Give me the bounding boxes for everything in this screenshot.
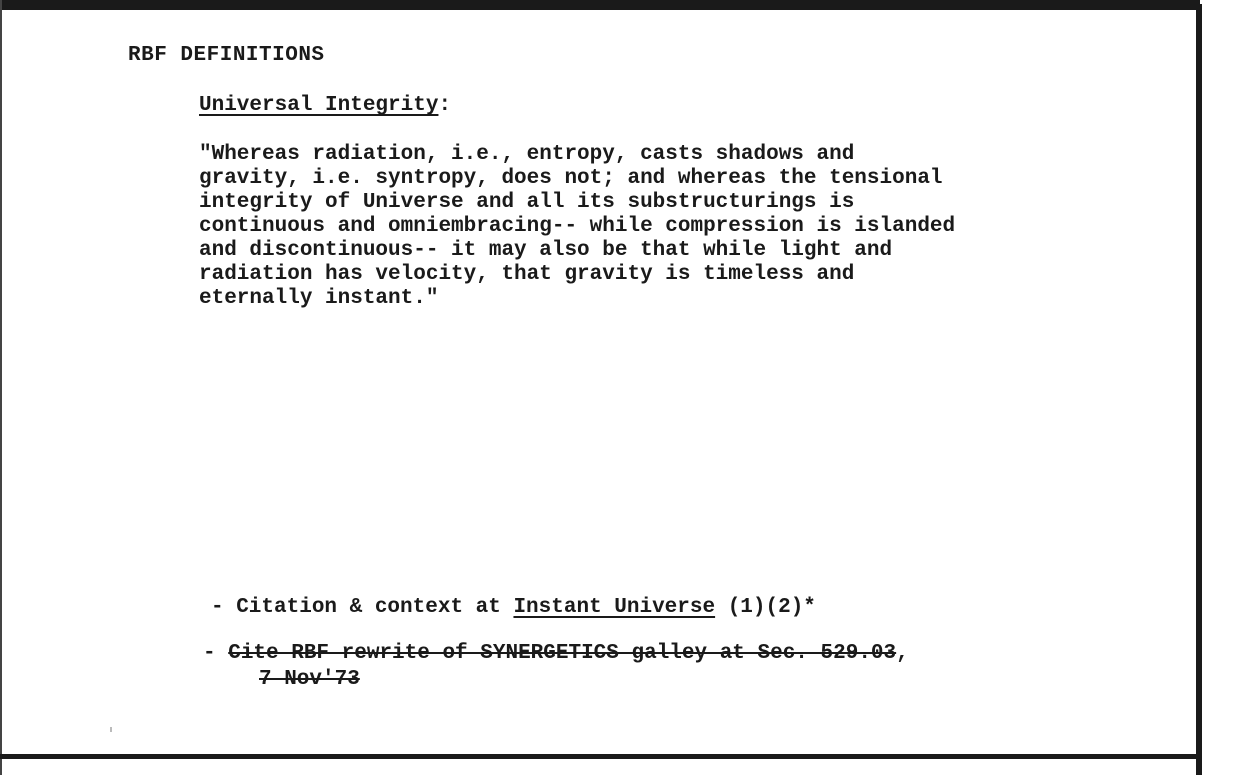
struck-text-1: Cite RBF rewrite of SYNERGETICS galley at Sec. 529.03 — [228, 642, 897, 665]
definition-line: radiation has velocity, that gravity is timeless and — [199, 263, 855, 286]
definition-line: continuous and omniembracing-- while compression is islanded — [199, 215, 956, 238]
citation-suffix: (1)(2)* — [715, 596, 816, 619]
card-border-bottom — [0, 754, 1202, 759]
card-header: RBF DEFINITIONS — [128, 44, 325, 67]
card-border-right — [1196, 4, 1202, 775]
definition-line: gravity, i.e. syntropy, does not; and whereas the tensional — [199, 167, 943, 190]
struck-dash: - — [203, 642, 229, 665]
term-suffix: : — [438, 94, 452, 117]
term-name: Universal Integrity — [199, 94, 439, 117]
paper-speck — [110, 727, 112, 732]
definition-line: "Whereas radiation, i.e., entropy, casts shadows and — [199, 143, 855, 166]
struck-citation-line-2 — [203, 667, 909, 693]
citation-prefix: - Citation & context at — [211, 596, 514, 619]
struck-citation — [203, 641, 909, 693]
definition-line: and discontinuous-- it may also be that while light and — [199, 239, 893, 262]
card-border-top — [0, 0, 1200, 10]
definition-line: integrity of Universe and all its substructurings is — [199, 191, 855, 214]
citation-link[interactable]: Instant Universe — [513, 596, 716, 619]
definition-quote — [199, 143, 1099, 311]
citation-line — [211, 596, 816, 619]
card-border-left — [0, 0, 2, 775]
struck-text-2: 7 Nov'73 — [259, 668, 360, 691]
term-heading — [199, 94, 451, 117]
definition-line: eternally instant." — [199, 287, 439, 310]
struck-citation-line-1 — [203, 641, 909, 667]
struck-comma: , — [896, 642, 909, 665]
